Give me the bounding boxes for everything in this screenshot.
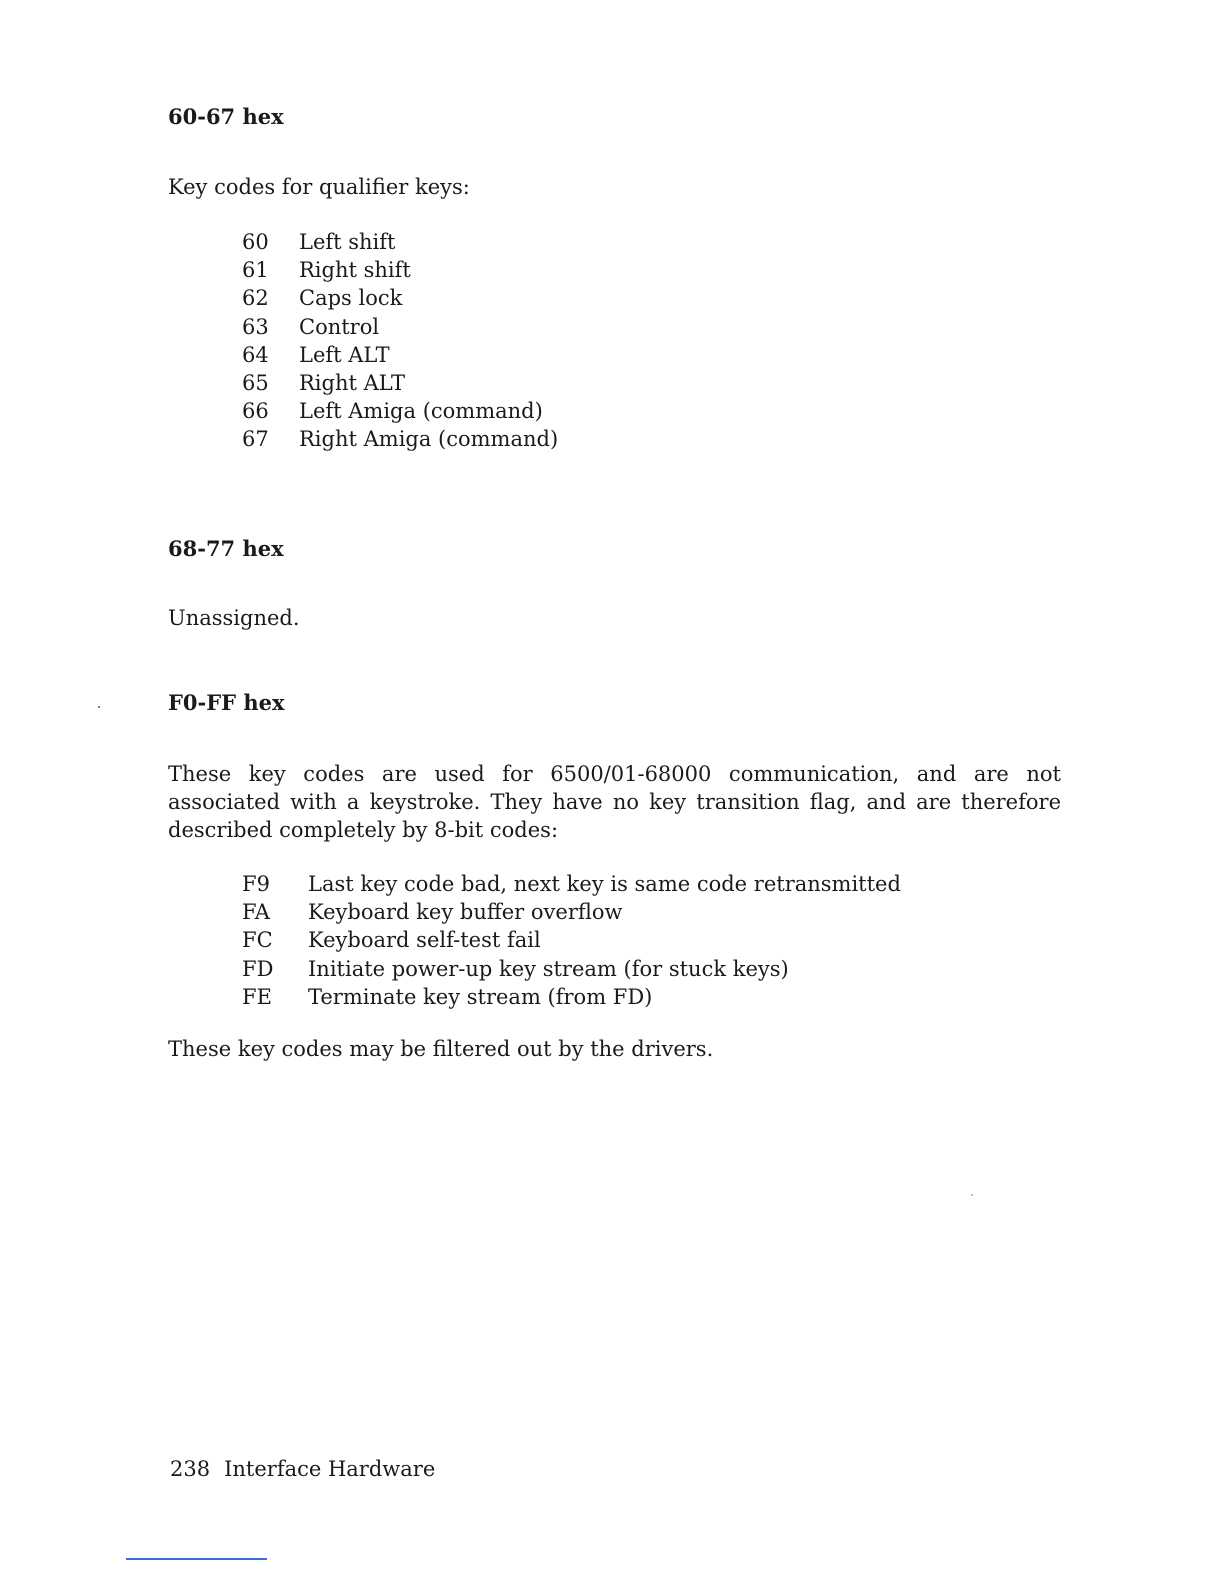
scan-speck xyxy=(98,706,100,708)
key-description: Right Amiga (command) xyxy=(299,427,559,452)
key-description: Left shift xyxy=(299,230,396,254)
key-code: FC xyxy=(242,928,273,953)
code-row xyxy=(242,369,558,397)
unassigned-text: Unassigned. xyxy=(168,606,300,630)
page-number: 238 xyxy=(170,1457,211,1481)
key-code: FE xyxy=(242,984,272,1009)
key-code: 65 xyxy=(242,371,269,396)
code-row xyxy=(242,313,558,341)
key-code: 67 xyxy=(242,427,269,452)
key-description: Right shift xyxy=(299,258,411,283)
section-heading-unassigned: 68-77 hex xyxy=(168,536,284,561)
scan-edge-line xyxy=(126,1558,267,1560)
code-row xyxy=(242,341,558,369)
key-description: Initiate power-up key stream (for stuck keys) xyxy=(308,956,789,981)
page-footer xyxy=(170,1455,435,1483)
code-row xyxy=(242,955,901,983)
key-description: Terminate key stream (from FD) xyxy=(308,984,653,1009)
special-code-list xyxy=(242,870,901,1011)
key-code: 60 xyxy=(242,230,269,254)
key-code: 62 xyxy=(242,286,269,311)
key-code: 66 xyxy=(242,399,269,424)
code-row xyxy=(242,397,558,425)
key-code: 61 xyxy=(242,258,269,283)
code-row xyxy=(242,983,901,1011)
code-row xyxy=(242,898,901,926)
key-code: F9 xyxy=(242,872,270,896)
key-description: Caps lock xyxy=(299,286,403,311)
code-row xyxy=(242,228,558,256)
key-description: Left ALT xyxy=(299,342,390,367)
key-description: Keyboard self-test fail xyxy=(308,928,541,953)
special-closing: These key codes may be filtered out by the drivers. xyxy=(168,1037,714,1061)
code-row xyxy=(242,870,901,898)
key-description: Right ALT xyxy=(299,371,406,396)
code-row xyxy=(242,256,558,284)
key-code: 63 xyxy=(242,314,269,339)
key-description: Left Amiga (command) xyxy=(299,399,543,424)
section-heading-special: F0-FF hex xyxy=(168,690,285,715)
chapter-title: Interface Hardware xyxy=(224,1457,436,1481)
key-description: Control xyxy=(299,314,380,339)
qualifier-intro: Key codes for qualifier keys: xyxy=(168,175,470,199)
scan-speck xyxy=(971,1194,973,1196)
key-code: FA xyxy=(242,900,270,925)
key-description: Last key code bad, next key is same code retransmitted xyxy=(308,872,901,896)
special-intro: These key codes are used for 6500/01-68000 communication, and are not associated with a keystroke. They have no key transition flag, and are therefore described completely by 8-bit codes: xyxy=(168,762,1061,842)
section-heading-qualifier: 60-67 hex xyxy=(168,104,284,129)
key-code: FD xyxy=(242,956,274,981)
key-code: 64 xyxy=(242,342,269,367)
code-row xyxy=(242,425,558,453)
key-description: Keyboard key buffer overflow xyxy=(308,900,623,925)
qualifier-code-list xyxy=(242,228,558,454)
code-row xyxy=(242,284,558,312)
code-row xyxy=(242,926,901,954)
